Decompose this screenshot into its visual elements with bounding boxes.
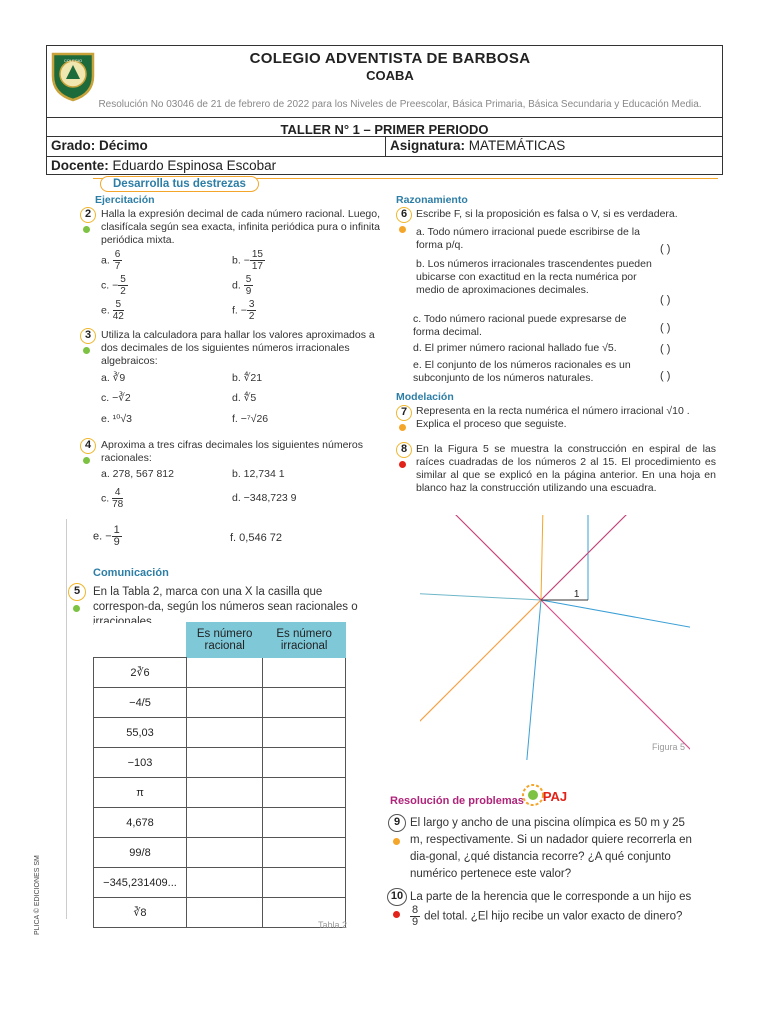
taller-title: TALLER N° 1 – PRIMER PERIODO bbox=[280, 122, 489, 137]
checkbox-cell[interactable] bbox=[263, 688, 346, 718]
asignatura-value: MATEMÁTICAS bbox=[468, 138, 566, 153]
spiral-ray bbox=[541, 515, 588, 600]
q3-option-c: c. −∛2 bbox=[101, 392, 131, 404]
spiral-ray bbox=[420, 515, 546, 604]
q4-option-a: a. 278, 567 812 bbox=[101, 468, 174, 480]
spiral-ray bbox=[541, 515, 690, 604]
q2-option-b: b. − $\frac{15}{17}$ bbox=[232, 249, 263, 272]
docente-field bbox=[51, 158, 276, 173]
grado-field bbox=[51, 138, 148, 153]
side-credit: PLICA © EDICIONES SM bbox=[34, 855, 41, 935]
q2-option-a: a. $\frac{6}{7}$ bbox=[101, 249, 121, 272]
q2-option-c: c. − $\frac{5}{2}$ bbox=[101, 274, 126, 297]
checkbox-cell[interactable] bbox=[187, 808, 263, 838]
answer-blank[interactable]: ( ) bbox=[660, 243, 671, 255]
table-row: −4/5 bbox=[94, 688, 346, 718]
question-number: 10 bbox=[387, 888, 407, 906]
docente-value: Eduardo Espinosa Escobar bbox=[112, 158, 277, 173]
question-10-text: La parte de la herencia que le corresponde a un hijo es $\frac{8}{9}$ del total. ¿El hijo recibe un valor exacto de dinero? bbox=[410, 891, 692, 928]
checkbox-cell[interactable] bbox=[263, 868, 346, 898]
paj-logo bbox=[519, 781, 571, 811]
question-9-text: El largo y ancho de una piscina olímpica es 50 m y 25 m, respectivamente. Si un nadador quiere recorrerla en dia-gonal, ¿qué distancia recorre? ¿A qué conjunto numérico pertenece este valor? bbox=[410, 817, 692, 880]
table-row: π bbox=[94, 778, 346, 808]
answer-blank[interactable]: ( ) bbox=[660, 322, 671, 334]
asignatura-label: Asignatura: bbox=[390, 138, 466, 153]
answer-blank[interactable]: ( ) bbox=[660, 294, 671, 306]
classification-table bbox=[93, 622, 346, 928]
table-caption: Tabla 2 bbox=[318, 920, 348, 930]
q6-item-e: e. El conjunto de los números racionales es un subconjunto de los números naturales. bbox=[413, 359, 631, 384]
checkbox-cell[interactable] bbox=[263, 838, 346, 868]
difficulty-dot bbox=[399, 226, 406, 233]
question-number: 6 bbox=[396, 207, 412, 223]
q4-option-b: b. 12,734 1 bbox=[232, 468, 285, 480]
question-7-text: Representa en la recta numérica el número irracional √10 . Explica el proceso que seguiste. bbox=[416, 405, 690, 430]
divider bbox=[46, 156, 723, 157]
spiral-label: 1 bbox=[573, 589, 580, 600]
checkbox-cell[interactable] bbox=[187, 748, 263, 778]
question-8-text: En la Figura 5 se muestra la construcción en espiral de las raíces cuadradas de los números 2 al 15. El procedimiento es similar al que se explicó en la página anterior. En una hoja en blanco haz la construcción utilizando una escuadra. bbox=[416, 443, 716, 494]
q2-option-d: d. $\frac{5}{9}$ bbox=[232, 274, 252, 297]
checkbox-cell[interactable] bbox=[187, 868, 263, 898]
question-number: 8 bbox=[396, 442, 412, 458]
answer-blank[interactable]: ( ) bbox=[660, 343, 671, 355]
svg-text:COLEGIO: COLEGIO bbox=[63, 58, 83, 63]
question-number: 5 bbox=[68, 583, 86, 601]
checkbox-cell[interactable] bbox=[187, 778, 263, 808]
q3-option-e: e. ¹⁰√3 bbox=[101, 413, 132, 425]
q6-item-d: d. El primer número racional hallado fue √5. bbox=[413, 342, 617, 354]
difficulty-dot bbox=[399, 461, 406, 468]
difficulty-dot bbox=[393, 838, 400, 845]
table-row: −103 bbox=[94, 748, 346, 778]
question-number: 3 bbox=[80, 328, 96, 344]
q3-option-a: a. ∛9 bbox=[101, 372, 126, 384]
figure-caption: Figura 5 bbox=[652, 742, 686, 752]
difficulty-dot bbox=[83, 347, 90, 354]
svg-text:PAJ: PAJ bbox=[542, 789, 568, 804]
question-number: 7 bbox=[396, 405, 412, 421]
q2-option-e: e. $\frac{5}{42}$ bbox=[101, 299, 124, 322]
table-row: ∛8 bbox=[94, 898, 346, 928]
q3-option-f: f. −⁷√26 bbox=[232, 413, 269, 425]
answer-blank[interactable]: ( ) bbox=[660, 370, 671, 382]
checkbox-cell[interactable] bbox=[187, 838, 263, 868]
grado-label: Grado: bbox=[51, 138, 96, 153]
school-name: COLEGIO ADVENTISTA DE BARBOSA bbox=[249, 50, 531, 67]
question-number: 2 bbox=[80, 207, 96, 223]
school-logo bbox=[49, 50, 97, 102]
checkbox-cell[interactable] bbox=[187, 688, 263, 718]
q6-item-c: c. Todo número racional puede expresarse de forma decimal. bbox=[413, 313, 627, 338]
school-acronym: COABA bbox=[366, 68, 414, 83]
checkbox-cell[interactable] bbox=[263, 778, 346, 808]
checkbox-cell[interactable] bbox=[187, 658, 263, 688]
q2-option-f: f. − $\frac{3}{2}$ bbox=[232, 299, 255, 322]
section-ejercitacion: Ejercitación bbox=[95, 194, 155, 206]
question-number: 4 bbox=[80, 438, 96, 454]
grado-value: Décimo bbox=[99, 138, 148, 153]
spiral-ray bbox=[420, 600, 541, 760]
checkbox-cell[interactable] bbox=[263, 808, 346, 838]
question-number: 9 bbox=[388, 814, 406, 832]
section-razonamiento: Razonamiento bbox=[396, 194, 468, 206]
divider bbox=[46, 117, 723, 118]
difficulty-dot bbox=[83, 457, 90, 464]
section-comunicacion: Comunicación bbox=[93, 567, 169, 579]
q4-option-f: f. 0,546 72 bbox=[230, 532, 282, 544]
checkbox-cell[interactable] bbox=[263, 658, 346, 688]
difficulty-dot bbox=[83, 226, 90, 233]
question-2-text: Halla la expresión decimal de cada número racional. Luego, clasifícala según sea exacta, infinita periódica pura o infinita periódica mixta. bbox=[101, 208, 380, 246]
q4-option-d: d. −348,723 9 bbox=[232, 492, 297, 504]
section-problemas: Resolución de problemas bbox=[390, 795, 524, 807]
docente-label: Docente: bbox=[51, 158, 109, 173]
spiral-ray bbox=[420, 515, 546, 604]
asignatura-field bbox=[390, 138, 565, 153]
divider bbox=[385, 136, 386, 156]
spiral-ray bbox=[420, 515, 546, 604]
divider bbox=[66, 519, 67, 919]
difficulty-dot bbox=[399, 424, 406, 431]
table-row: 55,03 bbox=[94, 718, 346, 748]
table-row: 2∛6 bbox=[94, 658, 346, 688]
spiral-ray bbox=[541, 515, 690, 604]
table-header: Es número irracional bbox=[263, 623, 346, 658]
checkbox-cell[interactable] bbox=[263, 748, 346, 778]
spiral-ray bbox=[420, 515, 541, 600]
spiral-ray bbox=[541, 515, 690, 604]
spiral-ray bbox=[420, 600, 546, 760]
q6-item-a: a. Todo número irracional puede escribirse de la forma p/q. bbox=[416, 226, 640, 251]
question-4-text: Aproxima a tres cifras decimales los siguientes números racionales: bbox=[101, 439, 364, 464]
checkbox-cell[interactable] bbox=[187, 898, 263, 928]
banner-title: Desarrolla tus destrezas bbox=[100, 176, 259, 192]
question-6-text: Escribe F, si la proposición es falsa o V, si es verdadera. bbox=[416, 208, 678, 220]
spiral-ray bbox=[420, 600, 546, 760]
spiral-figure bbox=[420, 515, 690, 760]
q4-option-c: c. $\frac{4}{78}$ bbox=[101, 487, 124, 510]
resolution-text: Resolución No 03046 de 21 de febrero de 2022 para los Niveles de Preescolar, Básica Primaria, Básica Secundaria y Educación Media. bbox=[98, 99, 702, 110]
table-row: −345,231409... bbox=[94, 868, 346, 898]
question-5-text: En la Tabla 2, marca con una X la casilla que correspon-da, según los números sean racionales o bbox=[93, 586, 358, 613]
q4-option-e: e. − $\frac{1}{9}$ bbox=[93, 524, 120, 548]
checkbox-cell[interactable] bbox=[187, 718, 263, 748]
table-header: Es número racional bbox=[187, 623, 263, 658]
q3-option-b: b. ∜21 bbox=[232, 372, 263, 384]
section-modelacion: Modelación bbox=[396, 391, 454, 403]
q6-item-b: b. Los números irracionales trascendentes pueden ubicarse con exactitud en la recta numérica por medio de aproximaciones decimales. bbox=[416, 258, 652, 296]
difficulty-dot bbox=[73, 605, 80, 612]
question-3-text: Utiliza la calculadora para hallar los valores aproximados a dos decimales de los siguientes números irracionales algebraicos: bbox=[101, 329, 375, 367]
table-row: 99/8 bbox=[94, 838, 346, 868]
checkbox-cell[interactable] bbox=[263, 718, 346, 748]
difficulty-dot bbox=[393, 911, 400, 918]
table-row: 4,678 bbox=[94, 808, 346, 838]
q3-option-d: d. ∜5 bbox=[232, 392, 257, 404]
